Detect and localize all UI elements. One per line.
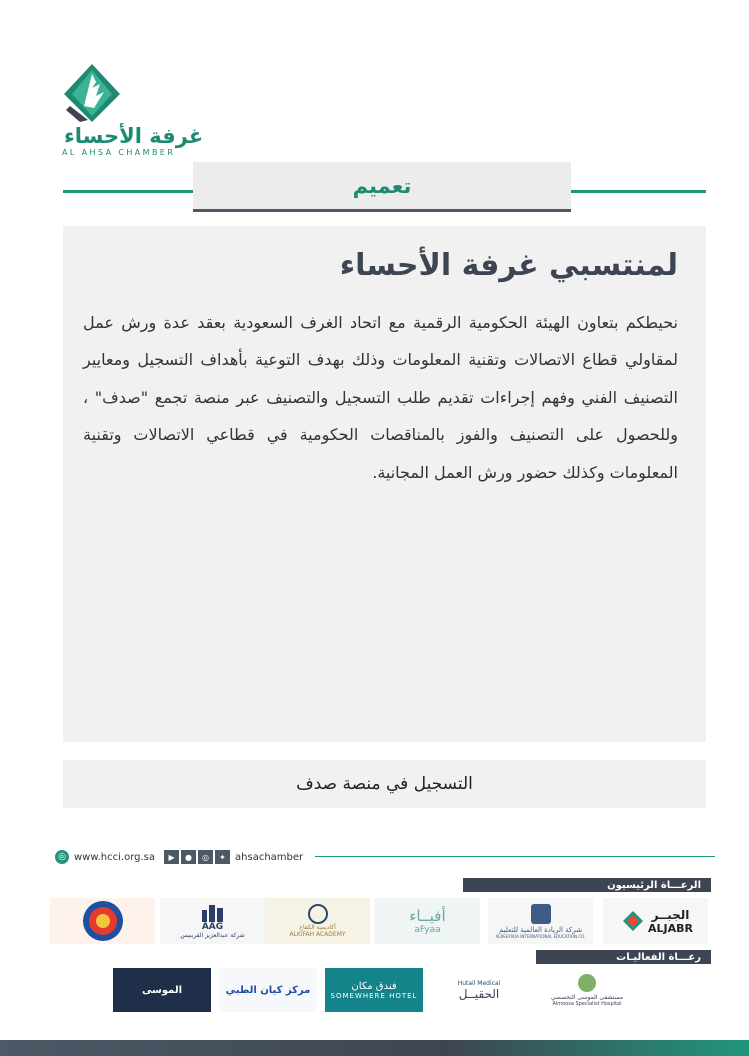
youtube-icon[interactable]: ▶ bbox=[164, 850, 179, 864]
sponsor-kayan-medical bbox=[219, 968, 317, 1012]
sponsor-kayan-ar: مركز كيان الطبي bbox=[225, 984, 311, 996]
event-sponsors-label: رعـــاة الفعاليـات bbox=[536, 950, 711, 964]
sponsor-aag bbox=[160, 898, 265, 944]
register-link[interactable]: التسجيل في منصة صدف bbox=[296, 774, 473, 794]
sponsor-aljabr-en: ALJABR bbox=[648, 921, 693, 935]
sponsor-aljabr bbox=[603, 898, 708, 944]
title-rule-right bbox=[571, 190, 706, 193]
title-rule-left bbox=[63, 190, 193, 193]
aljabr-logo-icon bbox=[622, 910, 644, 932]
sponsor-badge-logo bbox=[50, 898, 155, 944]
sponsor-alkifah bbox=[265, 898, 370, 944]
sponsor-aag-ar: شركة عبدالعزيز القرينيس bbox=[180, 931, 245, 939]
sponsor-almoosa bbox=[113, 968, 211, 1012]
sponsor-alreeyada bbox=[488, 898, 593, 944]
sponsor-badge-icon bbox=[81, 899, 125, 943]
website-link[interactable]: www.hcci.org.sa bbox=[74, 851, 156, 863]
sponsor-aag-en: AAG bbox=[201, 921, 224, 932]
sponsor-afyaa bbox=[375, 898, 480, 944]
globe-icon: ◎ bbox=[55, 850, 69, 864]
sponsor-almoosa-en: Almoosa Specialist Hospital bbox=[552, 1000, 622, 1007]
contact-divider bbox=[315, 856, 715, 857]
sponsor-alkifah-ar: أكاديمية الكفاح bbox=[299, 924, 336, 931]
register-link-box[interactable] bbox=[63, 760, 706, 808]
content-panel bbox=[63, 226, 706, 742]
content-heading: لمنتسبي غرفة الأحساء bbox=[339, 248, 678, 283]
sponsor-alkifah-en: ALKIFAH ACADEMY bbox=[289, 931, 346, 938]
sponsor-almoosa2-ar: الموسى bbox=[141, 984, 183, 996]
footer-bar bbox=[0, 1040, 749, 1056]
page-title: تعميم bbox=[352, 173, 412, 198]
snapchat-icon[interactable]: ● bbox=[181, 850, 196, 864]
logo-name-ar: غرفة الأحساء bbox=[64, 124, 204, 148]
sponsor-somewhere-hotel bbox=[325, 968, 423, 1012]
sponsor-hutail bbox=[430, 968, 528, 1012]
alkifah-logo-icon bbox=[308, 904, 328, 924]
alreeyada-logo-icon bbox=[531, 904, 551, 924]
sponsor-afyaa-ar: أفيــاء bbox=[409, 907, 446, 925]
sponsor-alreeyada-en: ALREEYADA INTERNATIONAL EDUCATION CO. bbox=[495, 933, 586, 939]
social-handle[interactable]: ahsachamber bbox=[235, 851, 304, 863]
sponsor-hotel-en: SOMEWHERE HOTEL bbox=[330, 991, 418, 1000]
content-body: نحيطكم بتعاون الهيئة الحكومية الرقمية مع اتحاد الغرف السعودية بعقد عدة ورش عمل لمقاولي قطاع الاتصالات وتقنية المعلومات وذلك بهدف التوعية بأهداف التسجيل ومعايير التصنيف الفني وفهم إجراءات تقديم طلب التسجيل والتصنيف عبر منصة تجمع "صدف" ، وللحصول على التصنيف والفوز بالمناقصات الحكومية في قطاعي الاتصالات وتقنية المعلومات وكذلك حضور ورش العمل المجانية. bbox=[83, 313, 678, 482]
sponsor-afyaa-en: aFyaa bbox=[414, 925, 441, 935]
logo-name-en: AL AHSA CHAMBER bbox=[62, 148, 176, 157]
social-icons bbox=[164, 850, 230, 864]
main-sponsors-label: الرعـــاة الرئيسيون bbox=[463, 878, 711, 892]
instagram-icon[interactable]: ◎ bbox=[198, 850, 213, 864]
contact-row bbox=[55, 848, 303, 866]
sponsor-hutail-ar: الحقيــل bbox=[458, 986, 500, 1001]
title-box bbox=[193, 162, 571, 212]
twitter-icon[interactable]: ✦ bbox=[215, 850, 230, 864]
sponsor-almoosa-hospital bbox=[538, 968, 636, 1012]
almoosa-logo-icon bbox=[578, 974, 596, 992]
sponsor-hutail-en: Hutail Medical bbox=[457, 979, 501, 987]
sponsor-alreeyada-ar: شركة الريادة العالمية للتعليم bbox=[499, 925, 582, 934]
sponsor-aljabr-ar: الجبــر bbox=[651, 907, 690, 922]
sponsor-hotel-ar: فندق مكان bbox=[351, 980, 397, 992]
sponsor-almoosa-ar: مستشفى الموسى التخصصي bbox=[550, 993, 624, 1001]
chamber-logo bbox=[58, 62, 204, 162]
aag-logo-icon bbox=[198, 904, 228, 922]
chamber-logo-icon bbox=[62, 62, 122, 124]
